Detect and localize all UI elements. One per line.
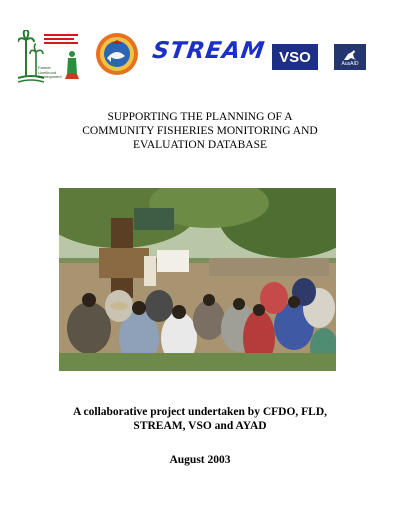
fld-seal-logo [95, 32, 139, 76]
cfdo-khmer-text [44, 32, 78, 46]
collab-line-2: STREAM, VSO and AYAD [133, 420, 267, 432]
cover-photo [59, 188, 336, 371]
document-title [40, 110, 360, 152]
ausaid-logo [334, 44, 366, 70]
title-line-1: SUPPORTING THE PLANNING OF A [107, 111, 293, 123]
vso-logo [272, 44, 318, 70]
village-meeting-photo [59, 188, 336, 371]
ausaid-logo-text: AusAID [341, 61, 359, 67]
cfdo-english-text: Farmer Livelihood Development [38, 65, 62, 79]
cfdo-logo [18, 30, 80, 84]
logo-bar [0, 28, 400, 86]
vso-logo-text: VSO [279, 48, 311, 66]
title-line-2: COMMUNITY FISHERIES MONITORING AND [82, 125, 318, 137]
kangaroo-icon [342, 49, 358, 61]
collab-line-1: A collaborative project undertaken by CFDO, FLD, [72, 406, 328, 418]
title-line-3: EVALUATION DATABASE [133, 139, 267, 151]
stream-logo: STREAM [150, 38, 267, 64]
publication-date: August 2003 [169, 454, 231, 466]
collaboration-statement [40, 405, 360, 433]
fisheries-seal-icon [95, 32, 139, 76]
